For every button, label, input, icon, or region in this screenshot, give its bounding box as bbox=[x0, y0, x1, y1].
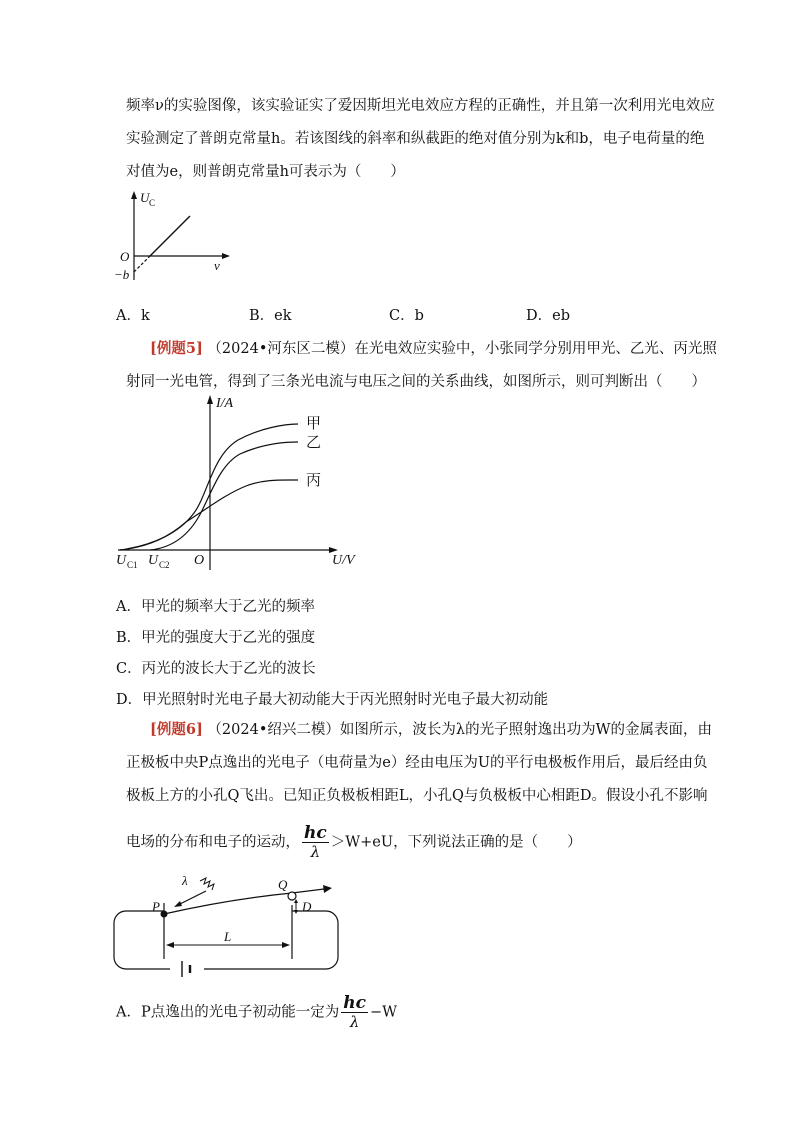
intercept-label: −b bbox=[114, 267, 130, 282]
example-6-line-2: 正极板中央P点逸出的光电子（电荷量为e）经由电压为U的平行电极板作用后，最后经由负 bbox=[126, 755, 708, 771]
example-6-line-1 bbox=[150, 720, 712, 740]
option-a-prefix: A．P点逸出的光电子初动能一定为 bbox=[116, 1004, 340, 1021]
fraction-numerator: hc bbox=[304, 823, 327, 843]
distance-l-label: L bbox=[224, 929, 232, 944]
option-b: B．ek bbox=[249, 308, 292, 324]
example-5-text: （2024•河东区二模）在光电效应实验中，小张同学分别用甲光、乙光、丙光照 bbox=[207, 341, 717, 357]
y-axis-label: U bbox=[140, 190, 150, 205]
option-c: C．丙光的波长大于乙光的波长 bbox=[116, 661, 316, 677]
hc-over-lambda-fraction bbox=[341, 994, 368, 1031]
example-6-tag: [例题6] bbox=[150, 721, 203, 738]
example-6-text: （2024•绍兴二模）如图所示，波长为λ的光子照射逸出功为W的金属表面，由 bbox=[207, 722, 712, 738]
example-6-line-4 bbox=[126, 824, 582, 861]
hc-over-lambda-fraction bbox=[302, 824, 329, 861]
uc1-subscript: C1 bbox=[127, 560, 138, 570]
x-axis-label: U/V bbox=[332, 553, 355, 568]
distance-d-label: D bbox=[302, 899, 312, 914]
uc2-subscript: C2 bbox=[159, 560, 170, 570]
x-axis-label: ν bbox=[214, 258, 220, 273]
option-b: B．甲光的强度大于乙光的强度 bbox=[116, 630, 316, 646]
lambda-label: λ bbox=[182, 873, 188, 888]
example-5-line-2: 射同一光电管，得到了三条光电流与电压之间的关系曲线，如图所示，则可判断出（ ） bbox=[126, 374, 706, 390]
paragraph-line: 实验测定了普朗克常量h。若该图线的斜率和纵截距的绝对值分别为k和b，电子电荷量的绝 bbox=[126, 131, 705, 147]
line-4-suffix: ＞W+eU，下列说法正确的是（ ） bbox=[330, 834, 582, 851]
uc1-label: U bbox=[116, 553, 127, 568]
point-p-label: P bbox=[152, 899, 160, 914]
paragraph-line: 对值为e，则普朗克常量h可表示为（ ） bbox=[126, 164, 405, 180]
uc2-label: U bbox=[148, 553, 159, 568]
curve-label-jia: 甲 bbox=[306, 416, 322, 432]
y-axis-subscript: C bbox=[149, 198, 156, 208]
paragraph-line: 频率ν的实验图像，该实验证实了爱因斯坦光电效应方程的正确性，并且第一次利用光电效应 bbox=[126, 98, 715, 114]
line-4-prefix: 电场的分布和电子的运动， bbox=[126, 834, 300, 851]
option-a: A．甲光的频率大于乙光的频率 bbox=[116, 599, 315, 615]
uc-frequency-graph bbox=[110, 188, 240, 288]
point-q-label: Q bbox=[278, 877, 288, 892]
curve-label-bing: 丙 bbox=[306, 473, 322, 489]
option-a: A．k bbox=[116, 308, 150, 324]
example-5-tag: [例题5] bbox=[150, 340, 203, 357]
option-c: C．b bbox=[389, 308, 424, 324]
parallel-plate-diagram bbox=[110, 865, 350, 985]
fraction-numerator: hc bbox=[343, 993, 366, 1013]
option-a bbox=[116, 994, 397, 1031]
option-a-suffix: −W bbox=[369, 1004, 398, 1021]
example-5-line-1 bbox=[150, 339, 717, 359]
option-d: D．甲光照射时光电子最大初动能大于丙光照射时光电子最大初动能 bbox=[116, 692, 549, 708]
fraction-denominator: λ bbox=[349, 1013, 360, 1031]
photocurrent-graph bbox=[110, 390, 370, 580]
origin-label: O bbox=[194, 553, 205, 568]
y-axis-label: I/A bbox=[216, 396, 234, 411]
curve-label-yi: 乙 bbox=[306, 435, 322, 451]
fraction-denominator: λ bbox=[310, 843, 321, 861]
origin-label: O bbox=[120, 249, 130, 264]
option-d: D．eb bbox=[526, 308, 570, 324]
example-6-line-3: 极板上方的小孔Q飞出。已知正负极板相距L，小孔Q与负极板中心相距D。假设小孔不影响 bbox=[126, 788, 708, 804]
